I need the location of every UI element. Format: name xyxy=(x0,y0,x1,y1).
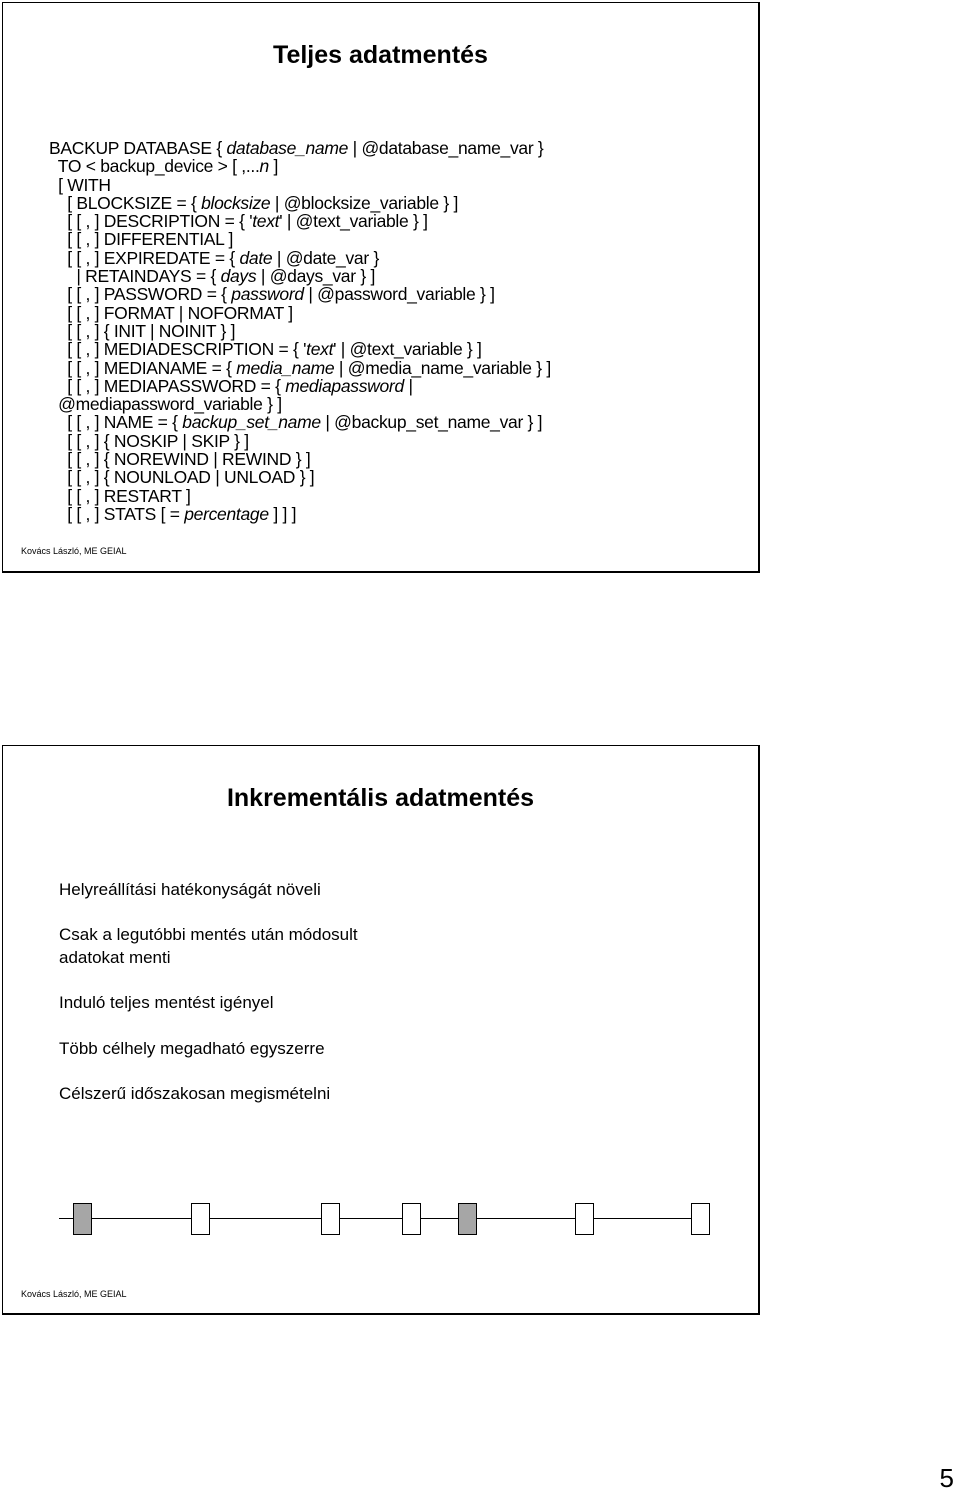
code-line: [ [ , ] { INIT | NOINIT } ] xyxy=(49,320,236,341)
incremental-backup-marker xyxy=(402,1203,421,1235)
code-line: [ [ , ] STATS [ = percentage ] ] ] xyxy=(49,503,297,524)
code-line: [ [ , ] EXPIREDATE = { date | @date_var } xyxy=(49,247,379,268)
bullet-item: Több célhely megadható egyszerre xyxy=(59,1039,325,1058)
code-line: BACKUP DATABASE { database_name | @database_name_var } xyxy=(49,138,544,158)
bullet-item-continuation: adatokat menti xyxy=(59,948,171,967)
full-backup-marker xyxy=(73,1203,92,1235)
code-line: [ [ , ] { NOSKIP | SKIP } ] xyxy=(49,430,249,451)
full-backup-marker xyxy=(458,1203,477,1235)
bullet-item: Induló teljes mentést igényel xyxy=(59,993,274,1012)
code-line: [ [ , ] DESCRIPTION = { 'text' | @text_variable } ] xyxy=(49,211,428,232)
code-line: [ [ , ] PASSWORD = { password | @password_variable } ] xyxy=(49,284,495,305)
bullet-item: Célszerű időszakosan megismételni xyxy=(59,1084,331,1103)
slide-title: Inkrementális adatmentés xyxy=(226,784,535,812)
bullet-item: Helyreállítási hatékonyságát növeli xyxy=(59,880,321,899)
code-line: [ [ , ] FORMAT | NOFORMAT ] xyxy=(49,302,293,323)
code-line: [ [ , ] MEDIADESCRIPTION = { 'text' | @text_variable } ] xyxy=(49,339,482,360)
backup-timeline xyxy=(59,1203,709,1237)
slide-full-backup xyxy=(2,2,760,573)
code-line: [ [ , ] { NOREWIND | REWIND } ] xyxy=(49,449,311,470)
incremental-backup-marker xyxy=(191,1203,210,1235)
timeline-axis xyxy=(59,1218,709,1219)
code-line: [ [ , ] MEDIAPASSWORD = { mediapassword | xyxy=(49,375,413,396)
code-line: [ [ , ] { NOUNLOAD | UNLOAD } ] xyxy=(49,467,315,488)
code-line: [ [ , ] MEDIANAME = { media_name | @media_name_variable } ] xyxy=(49,357,551,378)
code-line: [ [ , ] RESTART ] xyxy=(49,485,191,506)
incremental-backup-marker xyxy=(691,1203,710,1235)
code-line: [ [ , ] NAME = { backup_set_name | @backup_set_name_var } ] xyxy=(49,412,543,433)
incremental-backup-marker xyxy=(575,1203,594,1235)
slide-footer: Kovács László, ME GEIAL xyxy=(21,546,127,556)
incremental-backup-marker xyxy=(321,1203,340,1235)
slide-title: Teljes adatmentés xyxy=(273,41,488,69)
code-line: [ BLOCKSIZE = { blocksize | @blocksize_variable } ] xyxy=(49,192,459,213)
code-line: [ [ , ] DIFFERENTIAL ] xyxy=(49,229,234,250)
slide-incremental-backup xyxy=(2,745,760,1315)
slide-footer: Kovács László, ME GEIAL xyxy=(21,1289,127,1299)
code-line: | RETAINDAYS = { days | @days_var } ] xyxy=(49,266,376,287)
code-line: TO < backup_device > [ ,...n ] xyxy=(49,156,279,177)
bullet-item: Csak a legutóbbi mentés után módosult xyxy=(59,925,358,944)
code-line: [ WITH xyxy=(49,174,111,195)
page-number: 5 xyxy=(939,1463,954,1493)
code-line: @mediapassword_variable } ] xyxy=(49,394,282,415)
backup-syntax-code xyxy=(49,139,551,523)
